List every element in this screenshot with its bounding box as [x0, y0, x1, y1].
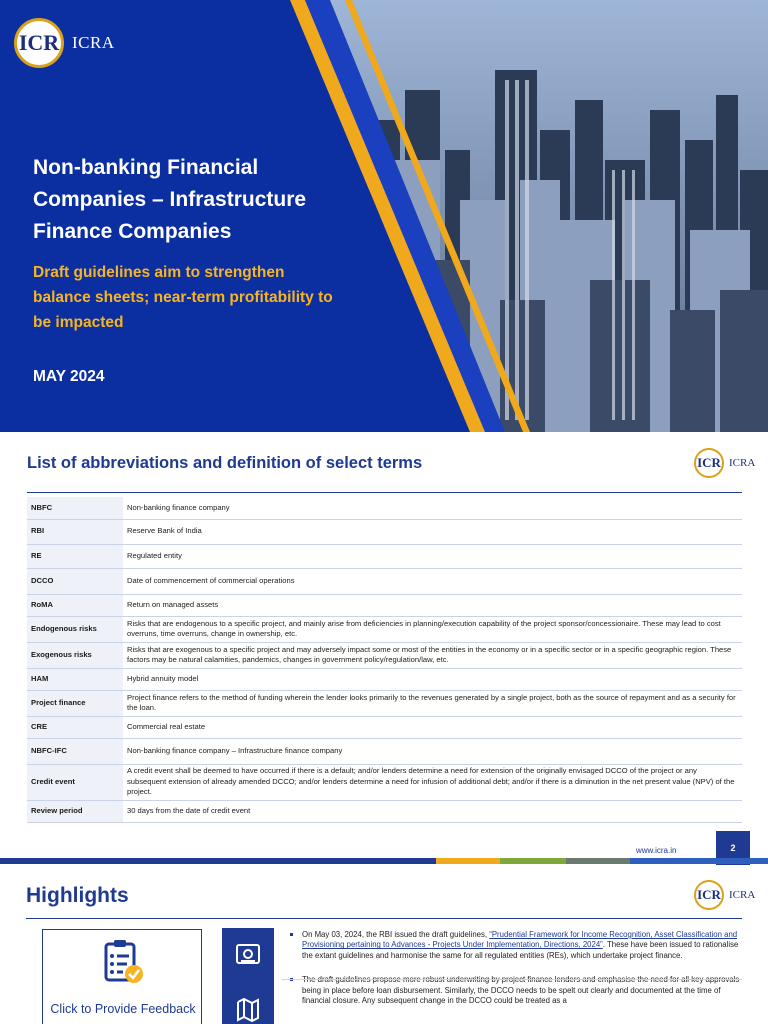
definition-cell: Non-banking finance company	[123, 497, 742, 519]
definition-cell: 30 days from the date of credit event	[123, 800, 742, 822]
highlights-icon-strip	[222, 928, 274, 1024]
icra-emblem-icon: ICR	[694, 448, 724, 478]
cover-subtitle: Draft guidelines aim to strengthen balance sheets; near-term profitability to be impacted	[33, 264, 333, 331]
title-divider	[26, 918, 742, 919]
page-title: Highlights	[26, 884, 129, 907]
definition-cell: Risks that are endogenous to a specific project, and mainly arise from deficiencies in planning/execution capability of the project sponsor/concessionaire. These may lead to cost overruns, time overruns, change in ownership, etc.	[123, 616, 742, 642]
definition-cell: Commercial real estate	[123, 716, 742, 738]
cover-page	[0, 0, 768, 432]
table-row	[27, 716, 742, 738]
footer-url[interactable]: www.icra.in	[636, 846, 677, 855]
term-cell: HAM	[27, 668, 123, 690]
term-cell: RoMA	[27, 594, 123, 616]
color-bar-segment	[630, 858, 768, 864]
term-cell: NBFC	[27, 497, 123, 519]
icra-logo	[14, 18, 115, 68]
page-title: List of abbreviations and definition of select terms	[27, 454, 423, 472]
page-number: 2	[716, 831, 750, 865]
clipboard-check-icon	[98, 938, 146, 986]
table-row	[27, 519, 742, 544]
footer-color-bar	[0, 858, 768, 864]
table-row	[27, 616, 742, 642]
definition-cell: Regulated entity	[123, 544, 742, 568]
guidelines-link[interactable]: “Prudential Framework for Income Recognition, Asset Classification and Provisioning pertaining to Advances - Projects Under Implementation, Directions, 2024”	[302, 930, 738, 950]
bullet-divider	[282, 979, 742, 980]
definition-cell: Non-banking finance company – Infrastructure finance company	[123, 738, 742, 764]
bullet-text: being in place before loan disbursement. Similarly, the DCCO needs to be spelt out clearly and documented at the time of financial closure. Any subsequent change in the DCCO could be treated as a	[302, 985, 721, 1006]
cover-date: MAY 2024	[33, 368, 105, 385]
map-icon	[234, 996, 262, 1024]
table-row	[27, 668, 742, 690]
color-bar-segment	[436, 858, 500, 864]
term-cell: Credit event	[27, 764, 123, 800]
logo-wordmark: ICRA	[729, 889, 756, 901]
logo-wordmark: ICRA	[729, 457, 756, 469]
abbreviations-table	[27, 497, 742, 823]
icra-emblem-icon: ICR	[694, 880, 724, 910]
term-cell: CRE	[27, 716, 123, 738]
term-cell: Endogenous risks	[27, 616, 123, 642]
definition-cell: Reserve Bank of India	[123, 519, 742, 544]
color-bar-segment	[500, 858, 566, 864]
term-cell: Review period	[27, 800, 123, 822]
table-row	[27, 568, 742, 594]
highlights-page	[0, 868, 768, 1024]
bullet-text: . These have been issued to rationalise the extant guidelines and harmonise the same for all regulated entities (REs), which undertake project finance.	[302, 940, 739, 960]
abbreviations-page	[0, 432, 768, 868]
table-row	[27, 738, 742, 764]
icra-logo	[694, 880, 755, 910]
definition-cell: Risks that are exogenous to a specific project and may adversely impact some or most of the entities in the economy or in a specific sector or in a specific geographic region. These factors may be natural calamities, pandemics, changes in government policy/regulation/law, etc.	[123, 642, 742, 668]
term-cell: NBFC-IFC	[27, 738, 123, 764]
table-row	[27, 690, 742, 716]
highlight-bullet	[286, 930, 742, 961]
document-announcement-icon	[234, 940, 262, 968]
bullet-text: On May 03, 2024, the RBI issued the draft guidelines,	[302, 930, 490, 939]
definition-cell: Hybrid annuity model	[123, 668, 742, 690]
term-cell: Exogenous risks	[27, 642, 123, 668]
icra-logo	[694, 448, 755, 478]
title-divider	[27, 492, 742, 493]
cover-title: Non-banking Financial Companies – Infrastructure Finance Companies	[33, 156, 307, 243]
table-row	[27, 594, 742, 616]
term-cell: DCCO	[27, 568, 123, 594]
definition-cell: Date of commencement of commercial operations	[123, 568, 742, 594]
color-bar-segment	[0, 858, 436, 864]
logo-wordmark: ICRA	[72, 33, 115, 52]
table-row	[27, 497, 742, 519]
term-cell: RE	[27, 544, 123, 568]
definition-cell: A credit event shall be deemed to have occurred if there is a default; and/or lenders determine a need for extension of the originally envisaged DCCO of the project or any subsequent extension of already amended DCCO; and/or lenders determine a need for infusion of additional debt; and/or if there is a diminution in the net present value (NPV) of the project.	[123, 764, 742, 800]
color-bar-segment	[566, 858, 630, 864]
highlights-bullets	[286, 930, 742, 1015]
term-cell: RBI	[27, 519, 123, 544]
definition-cell: Project finance refers to the method of funding wherein the lender looks primarily to the revenues generated by a single project, both as the source of repayment and as a security for the loan.	[123, 690, 742, 716]
table-row	[27, 800, 742, 822]
icra-emblem-icon: ICR	[14, 18, 64, 68]
term-cell: Project finance	[27, 690, 123, 716]
feedback-label: Click to Provide Feedback	[50, 1002, 196, 1016]
table-row	[27, 764, 742, 800]
table-row	[27, 642, 742, 668]
table-row	[27, 544, 742, 568]
feedback-button[interactable]	[42, 929, 202, 1024]
definition-cell: Return on managed assets	[123, 594, 742, 616]
